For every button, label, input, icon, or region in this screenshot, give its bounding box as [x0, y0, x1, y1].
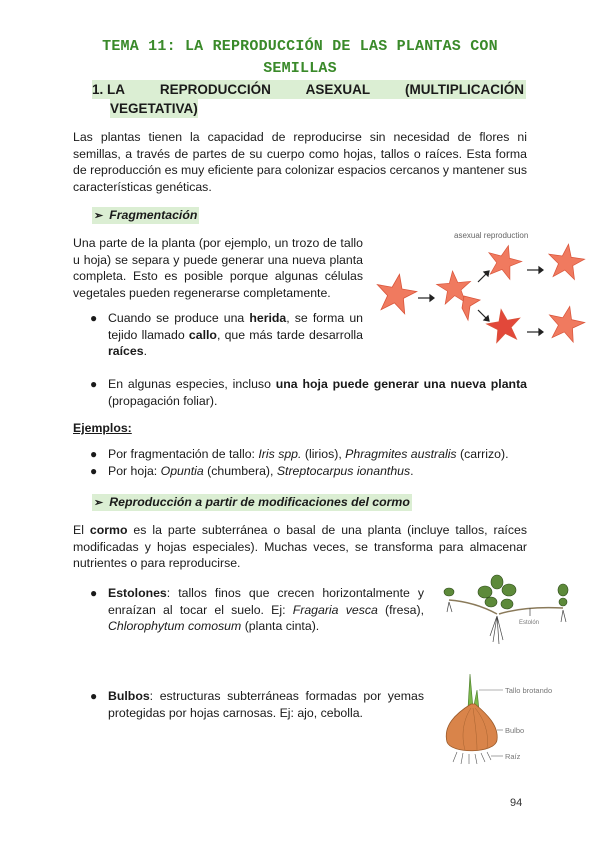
- species-name: Chlorophytum comosum: [108, 619, 242, 633]
- bullet-dot-icon: ●: [90, 464, 98, 478]
- section-heading-line-1: [92, 80, 526, 99]
- bold-term: Bulbos: [108, 689, 150, 703]
- bullet-dot-icon: ●: [90, 447, 98, 461]
- bold-term: herida: [249, 311, 287, 325]
- species-name: Iris spp.: [258, 447, 302, 461]
- arrowhead-bullet-icon: ➢: [94, 210, 104, 222]
- bullet-bulbos: [90, 688, 424, 721]
- subheading-text: Fragmentación: [109, 208, 198, 222]
- text: Por hoja:: [108, 464, 161, 478]
- title-line-1: TEMA 11: LA REPRODUCCIÓN DE LAS PLANTAS CON: [102, 38, 498, 55]
- bullet-dot-icon: ●: [90, 377, 98, 391]
- bold-term: cormo: [89, 523, 128, 537]
- text: es la parte subterránea o basal de una planta (incluye tallos, raíces modificadas y hojas especiales). Muchas veces, se transforma para almacenar nutrientes o para reproducirse.: [73, 523, 527, 570]
- text: .: [143, 344, 147, 358]
- text: El: [73, 523, 90, 537]
- section-word: (MULTIPLICACIÓN: [405, 82, 524, 97]
- bullet-herida: [90, 310, 364, 360]
- section-heading-line-2: VEGETATIVA): [110, 101, 198, 116]
- text: .: [410, 464, 414, 478]
- text: (chumbera),: [203, 464, 277, 478]
- section-word: ASEXUAL: [305, 82, 371, 97]
- text: : tallos finos que crecen horizontalmente y enraízan al tocar el suelo. Ej:: [108, 586, 424, 617]
- text: (fresa),: [377, 602, 424, 617]
- text: (planta cinta).: [241, 619, 320, 633]
- subheading-fragmentacion: [92, 207, 199, 224]
- text: , que más tarde desarrolla: [216, 327, 364, 342]
- stolon-plant-figure: [435, 570, 580, 648]
- text: Cuando se produce una: [108, 311, 250, 325]
- subheading-text: Reproducción a partir de modificaciones del cormo: [109, 495, 410, 509]
- species-name: Opuntia: [160, 464, 204, 478]
- bold-term: una hoja puede generar una nueva planta: [275, 377, 528, 391]
- text: Por fragmentación de tallo:: [108, 447, 259, 461]
- onion-bulb-illustration: [435, 668, 585, 768]
- bold-term: callo: [188, 327, 217, 342]
- page-title: [60, 36, 540, 80]
- starfish-asexual-reproduction-figure: [372, 230, 594, 350]
- text: : estructuras subterráneas formadas por yemas protegidas por hojas carnosas. Ej: ajo, cebolla.: [108, 689, 424, 720]
- bold-term: Estolones: [108, 586, 167, 600]
- examples-label: Ejemplos:: [73, 421, 132, 435]
- section-heading: [92, 80, 526, 118]
- text: (lirios),: [301, 447, 346, 461]
- cormo-paragraph: [73, 522, 527, 572]
- text: , se forma un tejido llamado: [108, 311, 364, 342]
- title-line-2: SEMILLAS: [263, 60, 337, 77]
- stolon-illustration: [435, 570, 580, 648]
- text: En algunas especies, incluso: [108, 377, 276, 391]
- fragmentation-paragraph: Una parte de la planta (por ejemplo, un trozo de tallo u hoja) se separa y puede generar una nueva planta completa. Esto es posible porque algunas células vegetales pueden regenerarse completamente.: [73, 236, 363, 300]
- bold-term: raíces: [108, 344, 144, 358]
- page-number: 94: [510, 797, 523, 809]
- figure-label: Estolón: [519, 620, 540, 626]
- bulb-figure: [435, 668, 585, 768]
- species-name: Phragmites australis: [345, 447, 457, 461]
- bullet-dot-icon: ●: [90, 689, 98, 703]
- example-item-tallo: [90, 446, 528, 463]
- section-word: LA: [107, 82, 126, 97]
- arrowhead-bullet-icon: ➢: [94, 497, 104, 509]
- figure-label: Bulbo: [505, 726, 525, 735]
- subheading-cormo: [92, 494, 412, 511]
- text: (propagación foliar).: [108, 393, 218, 408]
- example-item-hoja: [90, 463, 528, 480]
- bullet-dot-icon: ●: [90, 311, 98, 325]
- text: (carrizo).: [456, 447, 509, 461]
- species-name: Streptocarpus ionanthus: [276, 464, 411, 478]
- bullet-estolones: [90, 585, 424, 635]
- bullet-propagacion-foliar: [90, 376, 528, 409]
- section-number: 1.: [92, 82, 104, 97]
- figure-label: Tallo brotando: [505, 686, 553, 695]
- intro-paragraph: Las plantas tienen la capacidad de reproducirse sin necesidad de flores ni semillas, a través de partes de su cuerpo como hojas, tallos o raíces. Esta forma de reproducción es muy eficiente para colonizar espacios cercanos y mantener sus características genéticas.: [73, 130, 527, 194]
- starfish-illustration: [372, 230, 594, 350]
- figure-label: Raíz: [505, 752, 521, 761]
- figure-caption: asexual reproduction: [454, 231, 529, 240]
- section-word: REPRODUCCIÓN: [159, 82, 271, 97]
- bullet-dot-icon: ●: [90, 586, 98, 600]
- section-number-and-word: [92, 80, 125, 99]
- species-name: Fragaria vesca: [292, 602, 378, 617]
